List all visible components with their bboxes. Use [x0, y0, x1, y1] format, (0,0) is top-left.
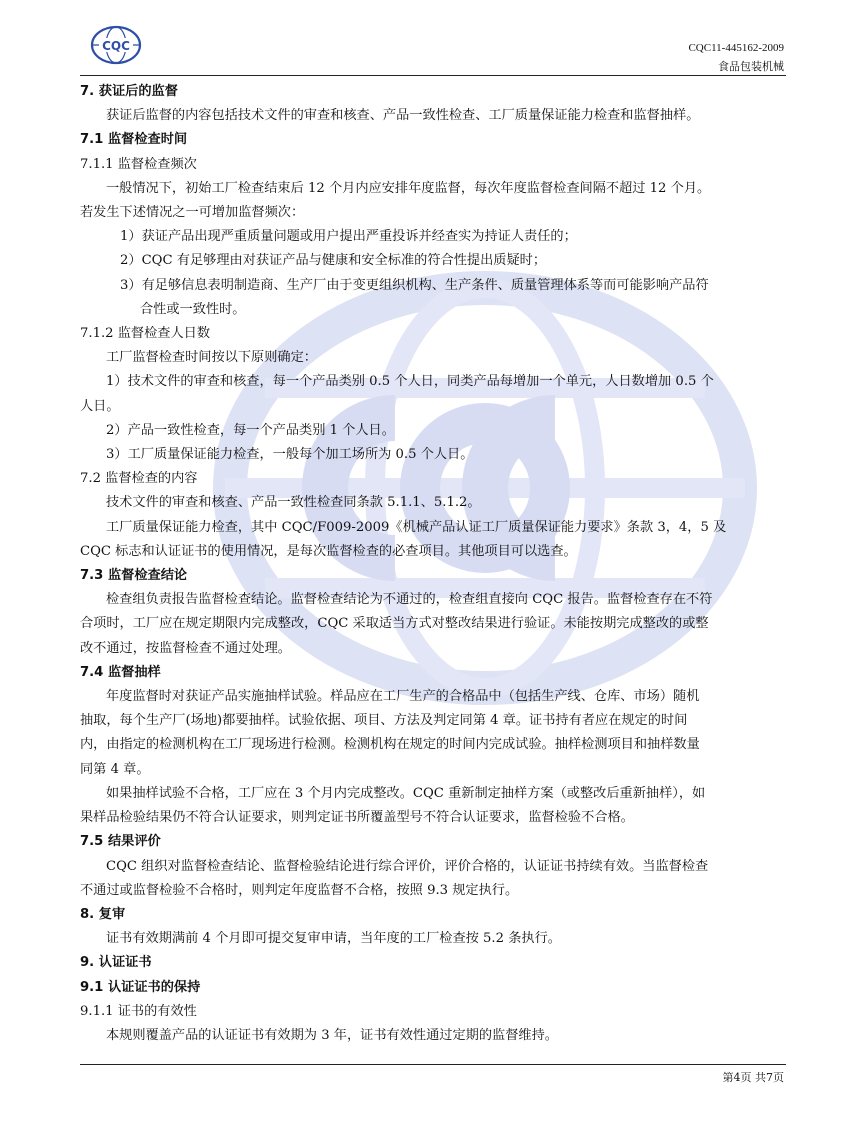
section-9-1-1-title: 9.1.1 证书的有效性	[80, 1003, 197, 1019]
paragraph: 年度监督时对获证产品实施抽样试验。样品应在工厂生产的合格品中（包括生产线、仓库、市场）随机	[106, 689, 700, 705]
paragraph-continued: 改不通过，按监督检查不通过处理。	[80, 640, 291, 656]
paragraph: 检查组负责报告监督检查结论。监督检查结论为不通过的，检查组直接向 CQC 报告。监督检查存在不符	[106, 592, 713, 608]
paragraph-continued: 内，由指定的检测机构在工厂现场进行检测。检测机构在规定的时间内完成试验。抽样检测项目和抽样数量	[80, 737, 700, 753]
section-7-text: 获证后监督的内容包括技术文件的审查和核查、产品一致性检查、工厂质量保证能力检查和监督抽样。	[106, 108, 700, 124]
section-7-3-title: 7.3 监督检查结论	[80, 568, 188, 584]
paragraph: 技术文件的审查和核查、产品一致性检查同条款 5.1.1、5.1.2。	[106, 495, 481, 511]
document-code: CQC11-445162-2009	[688, 42, 784, 54]
list-item: 3）有足够信息表明制造商、生产厂由于变更组织机构、生产条件、质量管理体系等而可能影响产品符	[120, 277, 709, 293]
paragraph: 工厂监督检查时间按以下原则确定：	[106, 350, 317, 366]
list-item: 3）工厂质量保证能力检查，一般每个加工场所为 0.5 个人日。	[106, 447, 474, 463]
paragraph: 一般情况下，初始工厂检查结束后 12 个月内应安排年度监督，每次年度监督检查间隔不超过 12 个月。	[106, 180, 711, 196]
list-item-continued: 合性或一致性时。	[140, 301, 246, 317]
list-item: 1）获证产品出现严重质量问题或用户提出严重投诉并经查实为持证人责任的；	[120, 229, 577, 245]
logo-text: CQC	[102, 39, 130, 53]
document-body	[80, 80, 786, 1048]
list-item: 2）产品一致性检查，每一个产品类别 1 个人日。	[106, 422, 395, 438]
section-9-title: 9. 认证证书	[80, 955, 152, 971]
section-7-1-title: 7.1 监督检查时间	[80, 132, 188, 148]
section-7-2-title: 7.2 监督检查的内容	[80, 471, 198, 487]
paragraph-continued: 同第 4 章。	[80, 761, 150, 777]
page-number: 第4页 共7页	[722, 1071, 784, 1084]
paragraph: 如果抽样试验不合格，工厂应在 3 个月内完成整改。CQC 重新制定抽样方案（或整改后重新抽样），如	[106, 785, 706, 801]
section-7-1-1-title: 7.1.1 监督检查频次	[80, 156, 197, 172]
list-item: 2）CQC 有足够理由对获证产品与健康和安全标准的符合性提出质疑时；	[120, 253, 547, 269]
paragraph-continued: 合项时，工厂应在规定期限内完成整改，CQC 采取适当方式对整改结果进行验证。未能按期完成整改的或整	[80, 616, 709, 632]
paragraph-continued: CQC 标志和认证证书的使用情况，是每次监督检查的必查项目。其他项目可以选查。	[80, 543, 577, 559]
section-9-1-title: 9.1 认证证书的保持	[80, 979, 201, 995]
paragraph: 本规则覆盖产品的认证证书有效期为 3 年，证书有效性通过定期的监督维持。	[106, 1027, 558, 1043]
list-item: 1）技术文件的审查和核查，每一个产品类别 0.5 个人日，同类产品每增加一个单元，人日数增加 0.5 个	[106, 374, 714, 390]
paragraph-continued: 不通过或监督检验不合格时，则判定年度监督不合格，按照 9.3 规定执行。	[80, 882, 519, 898]
section-7-title: 7. 获证后的监督	[80, 84, 178, 99]
document-subtitle: 食品包装机械	[718, 60, 784, 73]
paragraph: 证书有效期满前 4 个月即可提交复审申请，当年度的工厂检查按 5.2 条执行。	[106, 931, 561, 947]
section-7-4-title: 7.4 监督抽样	[80, 664, 161, 680]
page-header	[80, 20, 786, 76]
paragraph-continued: 抽取，每个生产厂(场地)都要抽样。试验依据、项目、方法及判定同第 4 章。证书持有者应在规定的时间	[80, 713, 688, 729]
paragraph: 若发生下述情况之一可增加监督频次：	[80, 205, 305, 221]
section-7-1-2-title: 7.1.2 监督检查人日数	[80, 326, 211, 342]
paragraph-continued: 果样品检验结果仍不符合认证要求，则判定证书所覆盖型号不符合认证要求，监督检验不合格。	[80, 810, 634, 826]
page-footer	[80, 1064, 786, 1084]
paragraph: 工厂质量保证能力检查，其中 CQC/F009-2009《机械产品认证工厂质量保证能力要求》条款 3，4，5 及	[106, 519, 727, 535]
cqc-logo	[90, 25, 142, 65]
list-item-continued: 人日。	[80, 398, 120, 414]
paragraph: CQC 组织对监督检查结论、监督检验结论进行综合评价，评价合格的，认证证书持续有效。当监督检查	[106, 858, 709, 874]
section-7-5-title: 7.5 结果评价	[80, 834, 161, 850]
section-8-title: 8. 复审	[80, 906, 126, 922]
